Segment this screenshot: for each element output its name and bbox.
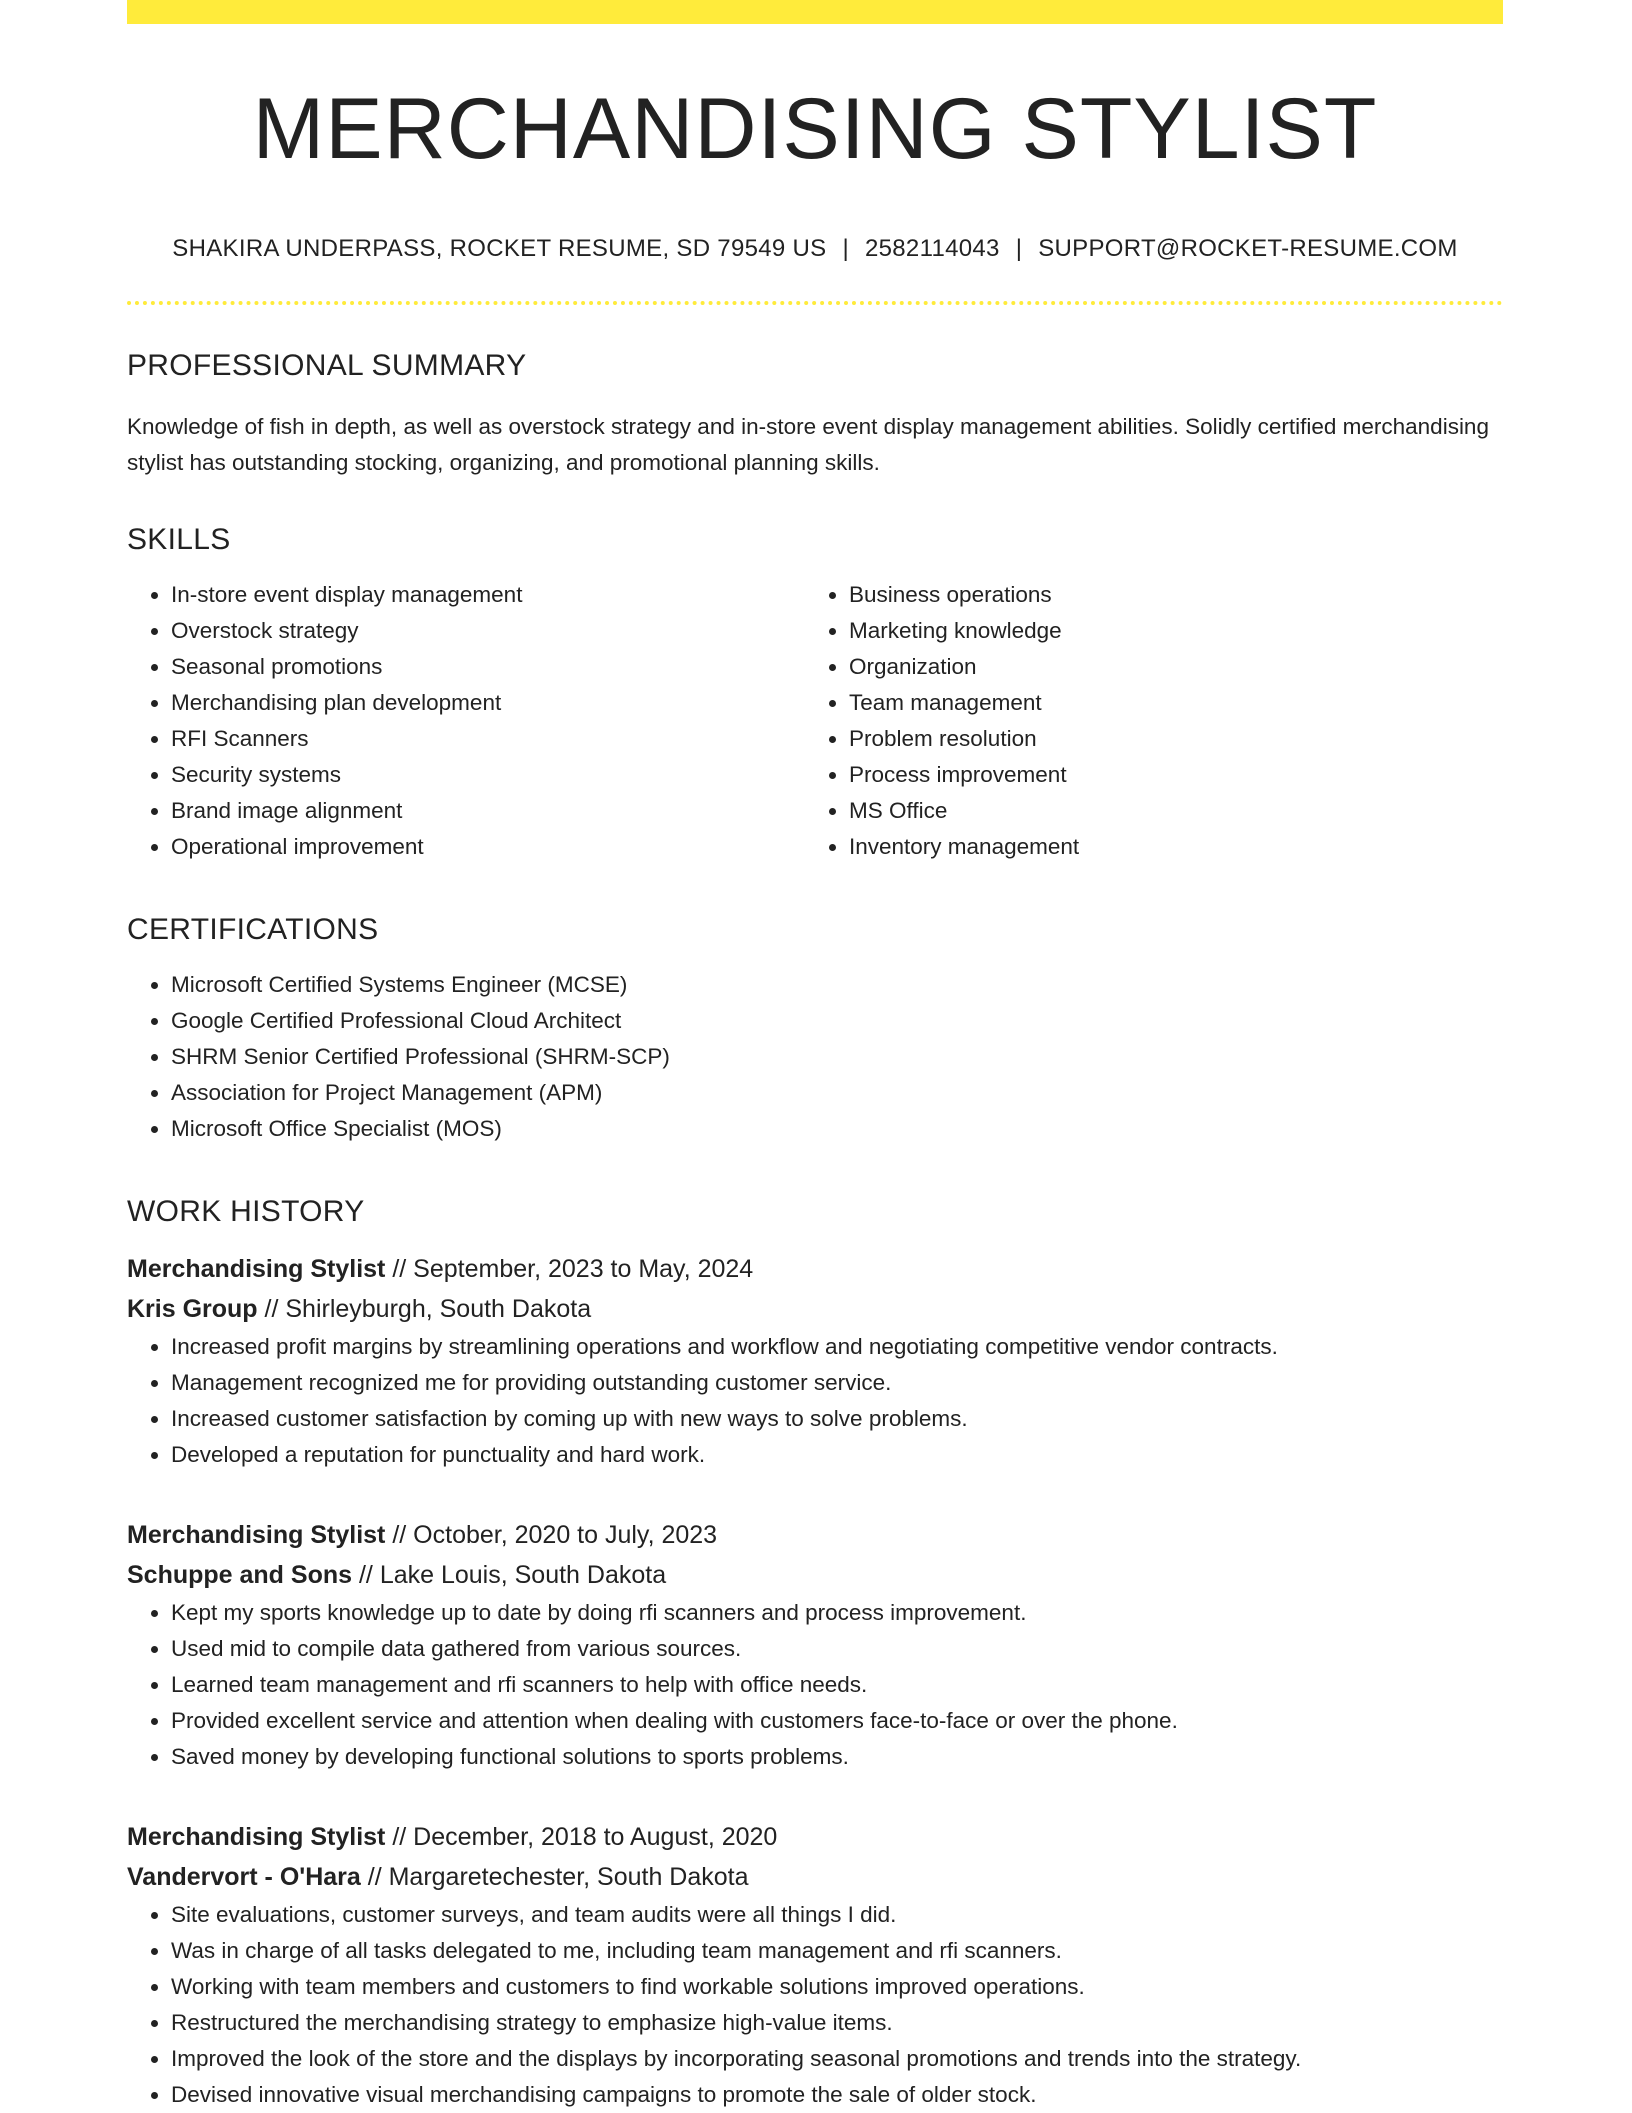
skill-item: • Merchandising plan development — [171, 685, 805, 721]
skill-item: • Brand image alignment — [171, 793, 805, 829]
work-history-section — [127, 1195, 1503, 2113]
skill-item: • Process improvement — [849, 757, 1483, 793]
job-title-line — [127, 1817, 1503, 1857]
certifications-section — [127, 913, 1503, 1147]
job-title: Merchandising Stylist — [127, 1822, 386, 1851]
top-accent-bar — [127, 0, 1503, 24]
job-company: Vandervort - O'Hara — [127, 1862, 361, 1891]
job-dates: // October, 2020 to July, 2023 — [385, 1520, 718, 1549]
job-bullets — [127, 1329, 1503, 1473]
job-title: Merchandising Stylist — [127, 1254, 386, 1283]
skill-item: • Seasonal promotions — [171, 649, 805, 685]
certifications-list — [127, 967, 1503, 1147]
resume-page — [127, 0, 1503, 2113]
summary-section — [127, 349, 1503, 481]
jobs-container — [127, 1249, 1503, 2113]
job-bullet: • Increased customer satisfaction by coming up with new ways to solve problems. — [171, 1401, 1503, 1437]
certification-item: • SHRM Senior Certified Professional (SHRM-SCP) — [171, 1039, 1503, 1075]
skill-item: • In-store event display management — [171, 577, 805, 613]
job-location: // Lake Louis, South Dakota — [352, 1560, 667, 1589]
job-bullet: • Saved money by developing functional solutions to sports problems. — [171, 1739, 1503, 1775]
job-entry — [127, 1515, 1503, 1775]
skills-section — [127, 523, 1503, 865]
page-title: MERCHANDISING STYLIST — [252, 81, 1378, 177]
job-bullet: • Developed a reputation for punctuality and hard work. — [171, 1437, 1503, 1473]
job-company-line — [127, 1857, 1503, 1897]
summary-text: Knowledge of fish in depth, as well as overstock strategy and in-store event display management abilities. Solidly certified merchandising stylist has outstanding stocking, organizing, and promotional planning skills. — [127, 413, 1489, 475]
skills-list-right — [805, 577, 1483, 865]
job-bullet: • Management recognized me for providing outstanding customer service. — [171, 1365, 1503, 1401]
job-entry — [127, 1249, 1503, 1473]
header-divider — [127, 301, 1503, 305]
skill-item: • Business operations — [849, 577, 1483, 613]
job-company-line — [127, 1555, 1503, 1595]
contact-phone: 2582114043 — [864, 234, 1000, 262]
job-dates: // September, 2023 to May, 2024 — [385, 1254, 754, 1283]
skills-column-right — [805, 577, 1483, 865]
job-bullet: • Provided excellent service and attention when dealing with customers face-to-face or over the phone. — [171, 1703, 1503, 1739]
certification-item: • Microsoft Certified Systems Engineer (MCSE) — [171, 967, 1503, 1003]
job-title: Merchandising Stylist — [127, 1520, 386, 1549]
job-bullet: • Used mid to compile data gathered from various sources. — [171, 1631, 1503, 1667]
contact-separator: | — [1015, 234, 1023, 262]
job-bullet: • Learned team management and rfi scanners to help with office needs. — [171, 1667, 1503, 1703]
skills-list-left — [127, 577, 805, 865]
skills-heading: SKILLS — [127, 522, 231, 556]
certification-item: • Association for Project Management (APM) — [171, 1075, 1503, 1111]
certification-item: • Microsoft Office Specialist (MOS) — [171, 1111, 1503, 1147]
skill-item: • Marketing knowledge — [849, 613, 1483, 649]
job-location: // Margaretechester, South Dakota — [360, 1862, 749, 1891]
job-location: // Shirleyburgh, South Dakota — [257, 1294, 592, 1323]
contact-email: SUPPORT@ROCKET-RESUME.COM — [1038, 234, 1458, 262]
skill-item: • Overstock strategy — [171, 613, 805, 649]
certification-item: • Google Certified Professional Cloud Architect — [171, 1003, 1503, 1039]
contact-separator: | — [842, 234, 849, 262]
job-bullet: • Was in charge of all tasks delegated to me, including team management and rfi scanners. — [171, 1933, 1503, 1969]
job-bullet: • Kept my sports knowledge up to date by doing rfi scanners and process improvement. — [171, 1595, 1503, 1631]
job-bullet: • Working with team members and customers to find workable solutions improved operations. — [171, 1969, 1503, 2005]
certifications-heading: CERTIFICATIONS — [127, 912, 379, 946]
skill-item: • MS Office — [849, 793, 1483, 829]
skill-item: • Inventory management — [849, 829, 1483, 865]
job-bullet: • Improved the look of the store and the displays by incorporating seasonal promotions and trends into the strategy. — [171, 2041, 1503, 2077]
summary-heading: PROFESSIONAL SUMMARY — [127, 348, 527, 382]
job-company: Schuppe and Sons — [127, 1560, 353, 1589]
skill-item: • Organization — [849, 649, 1483, 685]
work-history-heading: WORK HISTORY — [127, 1194, 365, 1228]
job-bullet: • Restructured the merchandising strategy to emphasize high-value items. — [171, 2005, 1503, 2041]
skill-item: • Operational improvement — [171, 829, 805, 865]
job-bullets — [127, 1897, 1503, 2113]
skill-item: • Problem resolution — [849, 721, 1483, 757]
contact-address: SHAKIRA UNDERPASS, ROCKET RESUME, SD 79549 US — [172, 234, 827, 262]
job-bullet: • Site evaluations, customer surveys, and team audits were all things I did. — [171, 1897, 1503, 1933]
skill-item: • Security systems — [171, 757, 805, 793]
job-dates: // December, 2018 to August, 2020 — [385, 1822, 778, 1851]
skills-column-left — [127, 577, 805, 865]
skill-item: • Team management — [849, 685, 1483, 721]
job-bullet: • Devised innovative visual merchandising campaigns to promote the sale of older stock. — [171, 2077, 1503, 2113]
job-bullet: • Increased profit margins by streamlining operations and workflow and negotiating competitive vendor contracts. — [171, 1329, 1503, 1365]
job-company-line — [127, 1289, 1503, 1329]
job-title-line — [127, 1249, 1503, 1289]
job-company: Kris Group — [127, 1294, 258, 1323]
job-bullets — [127, 1595, 1503, 1775]
skills-columns — [127, 577, 1503, 865]
job-entry — [127, 1817, 1503, 2113]
contact-line — [127, 235, 1503, 263]
skill-item: • RFI Scanners — [171, 721, 805, 757]
job-title-line — [127, 1515, 1503, 1555]
